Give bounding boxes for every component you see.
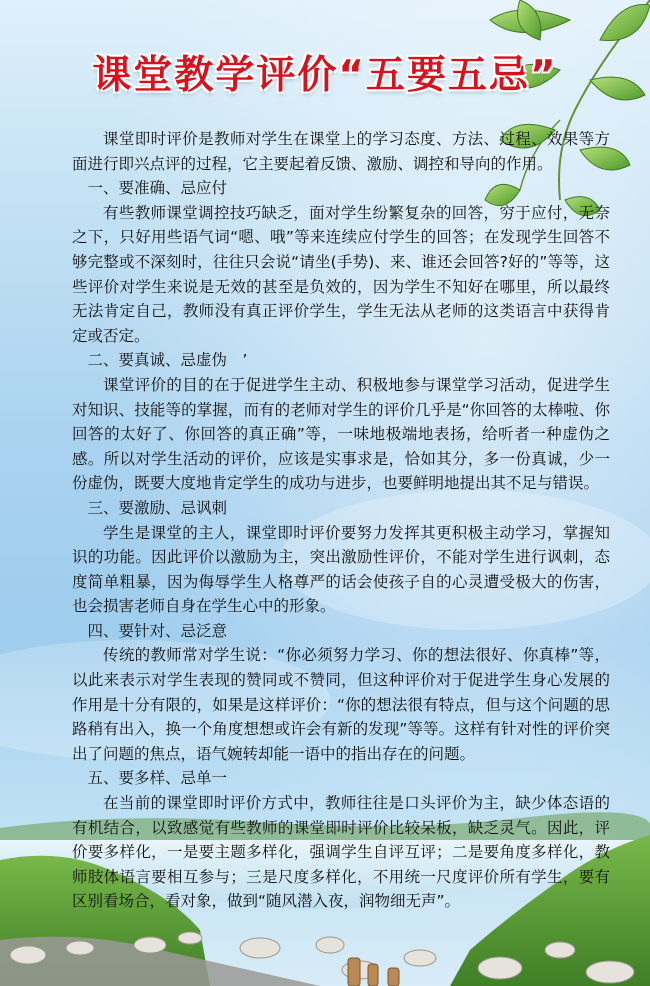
section-5-body: 在当前的课堂即时评价方式中，教师往往是口头评价为主，缺少体态语的有机结合，以致感觉有些教师的课堂即时评价比较呆板，缺乏灵气。因此，评价要多样化，一是要主题多样化，强调学生自评互评；二是要角度多样化，教师肢体语言要相互参与；三是尺度多样化，不用统一尺度评价所有学生，要有区别看场合，看对象，做到“随风潜入夜，润物细无声”。 xyxy=(72,794,610,911)
section-5-heading-text: 五、要多样、忌单一 xyxy=(87,769,228,788)
section-2-heading xyxy=(72,348,610,373)
section-1-heading-text: 一、要准确、忌应付 xyxy=(87,179,228,198)
poster-title: 课堂教学评价“五要五忌” xyxy=(92,53,558,98)
section-3-heading xyxy=(72,496,610,521)
article-body xyxy=(72,127,610,914)
section-2-body: 课堂评价的目的在于促进学生主动、积极地参与课堂学习活动，促进学生对知识、技能等的掌握，而有的老师对学生的评价几乎是“你回答的太棒啦、你回答的太好了、你回答的真正确”等，一味地极端地表扬，给听者一种虚伪之感。所以对学生活动的评价，应该是实事求是，恰如其分，多一份真诚，少一份虚伪，既要大度地肯定学生的成功与进步，也要鲜明地提出其不足与错误。 xyxy=(72,375,610,493)
section-3-body: 学生是课堂的主人，课堂即时评价要努力发挥其更积极主动学习，掌握知识的功能。因此评价以激励为主，突出激励性评价，不能对学生进行讽刺，态度简单粗暴，因为侮辱学生人格尊严的话会使孩子自的心灵遭受极大的伤害，也会损害老师自身在学生心中的形象。 xyxy=(72,523,610,616)
section-4-heading-text: 四、要针对、忌泛意 xyxy=(87,621,228,640)
section-5-heading xyxy=(72,766,610,791)
intro-paragraph: 课堂即时评价是教师对学生在课堂上的学习态度、方法、过程、效果等方面进行即兴点评的过程，它主要起着反馈、激励、调控和导向的作用。 xyxy=(72,130,610,173)
section-1-heading xyxy=(72,176,610,201)
section-1-body: 有些教师课堂调控技巧缺乏，面对学生纷繁复杂的回答，穷于应付，无奈之下，只好用些语气词“嗯、哦”等来连续应付学生的回答；在发现学生回答不够完整或不深刻时，往往只会说“请坐(手势)、来、谁还会回答?好的”等等，这些评价对学生来说是无效的甚至是负效的，因为学生不知好在哪里，所以最终无法肯定自己，教师没有真正评价学生，学生无法从老师的这类语言中获得肯定或否定。 xyxy=(72,203,610,345)
section-3-heading-text: 三、要激励、忌讽刺 xyxy=(87,498,228,517)
section-2-heading-text: 二、要真诚、忌虚伪 ’ xyxy=(87,351,248,370)
section-4-heading xyxy=(72,619,610,644)
section-4-body: 传统的教师常对学生说：“你必须努力学习、你的想法很好、你真棒”等，以此来表示对学生表现的赞同或不赞同，但这种评价对于促进学生身心发展的作用是十分有限的，如果是这样评价：“你的想法很有特点，但与这个问题的思路稍有出入，换一个角度想想或许会有新的发现”等等。这样有针对性的评价突出了问题的焦点，语气婉转却能一语中的指出存在的问题。 xyxy=(72,646,610,763)
